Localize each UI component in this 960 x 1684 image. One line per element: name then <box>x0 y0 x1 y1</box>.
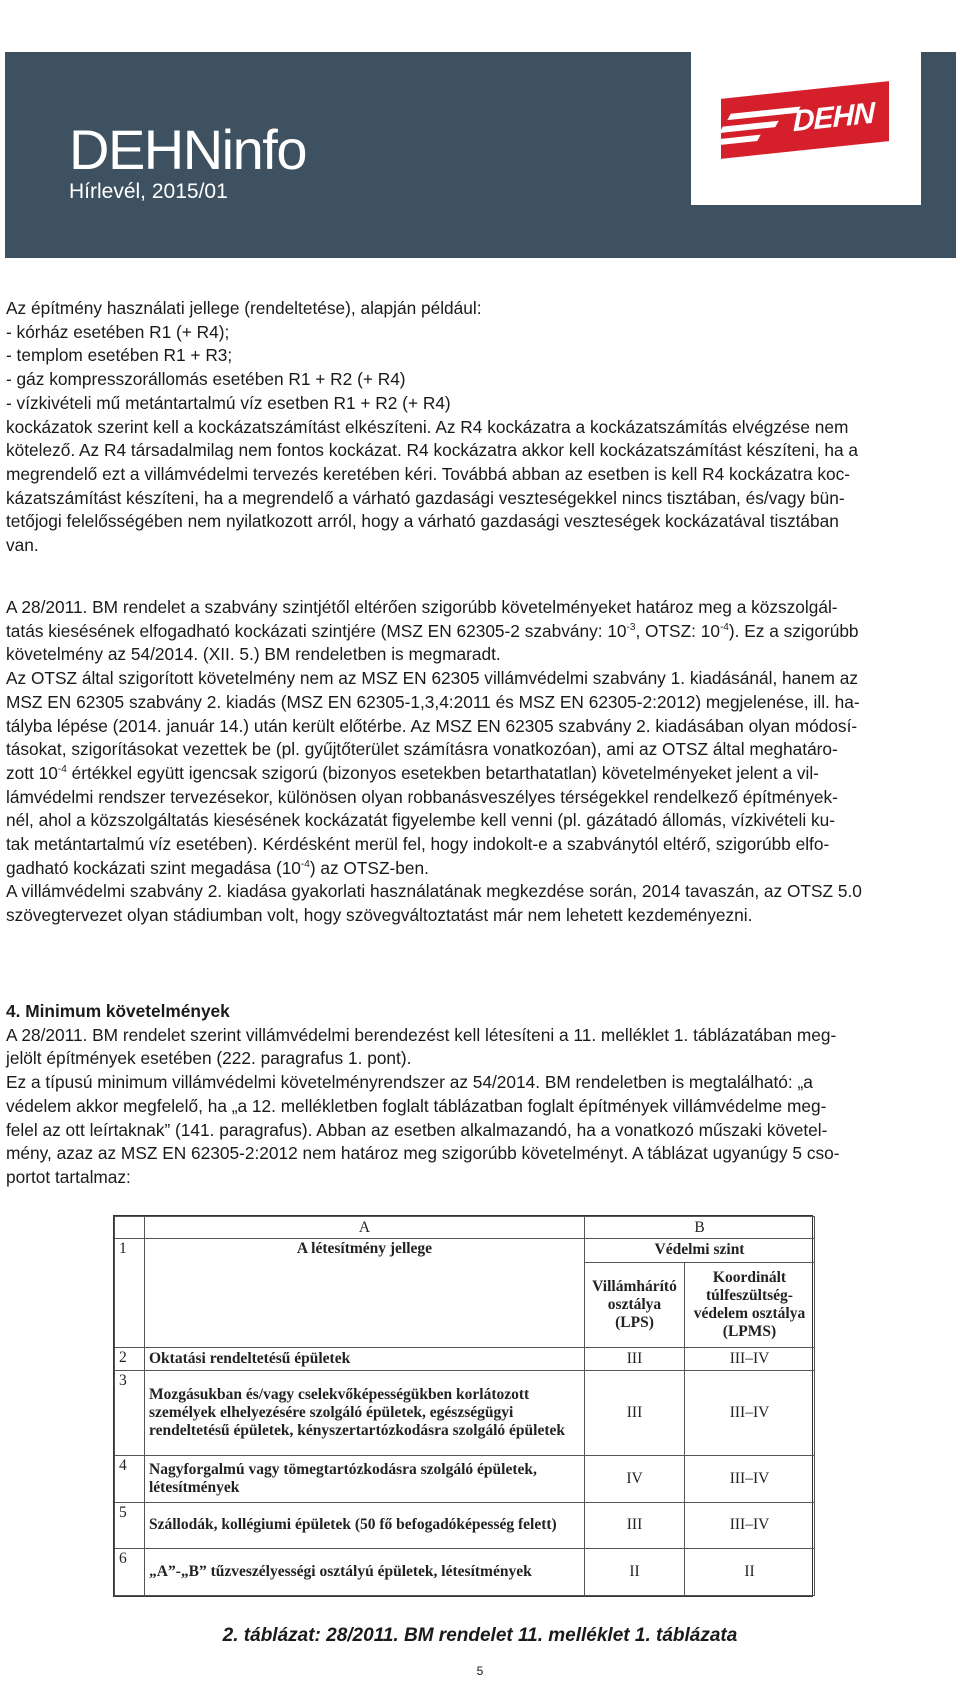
regulation-paragraph <box>6 596 952 928</box>
text-line: lámvédelmi rendszer tervezésekor, különösen olyan robbanásveszélyes térségekkel rendelkező építmények- <box>6 786 838 807</box>
text-line: Az OTSZ által szigorított követelmény nem az MSZ EN 62305 villámvédelmi szabvány 1. kiadásánál, hanem az <box>6 668 858 689</box>
text-line: - gáz kompresszorállomás esetében R1 + R2 (+ R4) <box>6 369 406 390</box>
text-line: A 28/2011. BM rendelet szerint villámvédelmi berendezést kell létesíteni a 11. melléklet 1. táblázatában meg- <box>6 1024 837 1045</box>
logo-tab <box>691 0 921 205</box>
text-line: kockázatok szerint kell a kockázatszámítást elkészíteni. Az R4 kockázatra a kockázatszámítás elvégzése nem <box>6 416 849 437</box>
facility-type-header: A létesítmény jellege <box>145 1239 585 1347</box>
text-line: kötelező. Az R4 társadalmilag nem fontos kockázat. R4 kockázatra akkor kell kockázatszámítást készíteni, ha a <box>6 440 858 461</box>
table-row: 6 „A”-„B” tűzveszélyességi osztályú épületek, létesítmények II II <box>115 1549 815 1596</box>
page-number: 5 <box>476 1664 484 1678</box>
text-line: szövegtervezet olyan stádiumban volt, hogy szövegváltoztatást már nem lehetett kezdeményezni. <box>6 905 753 926</box>
table-row: 2 Oktatási rendeltetésű épületek III III–IV <box>115 1347 815 1370</box>
table-row: 5 Szállodák, kollégiumi épületek (50 fő befogadóképesség felett) III III–IV <box>115 1502 815 1549</box>
text-line: van. <box>6 535 39 556</box>
section-heading: 4. Minimum követelmények <box>6 1001 230 1021</box>
protection-level-table <box>113 1215 813 1597</box>
protection-level-header: Védelmi szint <box>585 1239 815 1262</box>
lps-header: Villámhárító osztálya (LPS) <box>585 1262 685 1347</box>
text-line: A villámvédelmi szabvány 2. kiadása gyakorlati használatának megkezdése során, 2014 tavaszán, az OTSZ 5.0 <box>6 881 862 902</box>
newsletter-issue: Hírlevél, 2015/01 <box>69 180 228 203</box>
text-line: nél, ahol a közszolgáltatás kiesésének kockázatát figyelembe kell venni (pl. gázátadó állomás, vízkivételi ku- <box>6 810 835 831</box>
logo-text: DEHN <box>793 96 875 139</box>
text-line: zott $10^{-4}$ értékkel együtt igencsak szigorú (bizonyos esetekben betarthatatlan) követelményeket jelent a vil- <box>6 762 819 783</box>
text-line: Az építmény használati jellege (rendeltetése), alapján például: <box>6 298 482 318</box>
text-line: tetőjogi felelősségében nem nyilatkozott arról, hogy a várható gazdasági veszteségek kockázatával tisztában <box>6 511 839 532</box>
column-header-a: A <box>145 1217 585 1239</box>
text-line: megrendelő ezt a villámvédelmi tervezés keretében kéri. Továbbá abban az esetben is kell R4 kockázatra koc- <box>6 463 851 484</box>
text-line: - vízkivételi mű metántartalmú víz esetben R1 + R2 (+ R4) <box>6 392 451 413</box>
text-line: - templom esetében R1 + R3; <box>6 345 233 366</box>
text-line: MSZ EN 62305 szabvány 2. kiadás (MSZ EN 62305-1,3,4:2011 és MSZ EN 62305-2:2012) megjelenése, ill. ha- <box>6 691 860 712</box>
lpms-header: Koordinált túlfeszültség-védelem osztálya (LPMS) <box>685 1262 815 1347</box>
intro-paragraph <box>6 297 952 558</box>
text-line: követelmény az 54/2014. (XII. 5.) BM rendeletben is megmaradt. <box>6 644 501 665</box>
text-line: Ez a típusú minimum villámvédelmi követelményrendszer az 54/2014. BM rendeletben is megtalálható: „a <box>6 1072 813 1093</box>
text-line: mény, azaz az MSZ EN 62305-2:2012 nem határoz meg szigorúbb követelményt. A táblázat ugyanúgy 5 cso- <box>6 1143 840 1164</box>
column-header-b: B <box>585 1217 815 1239</box>
text-line: tatás kiesésének elfogadható kockázati szintjére (MSZ EN 62305-2 szabvány: $10^{-3}$, OTSZ: $10^{-4}$). Ez a szigorúbb <box>6 620 859 641</box>
text-line: portot tartalmaz: <box>6 1166 131 1187</box>
table-row: 3 Mozgásukban és/vagy cselekvőképességükben korlátozott személyek elhelyezésére szolgáló épületek, egészségügyi rendeltetésű épületek, kényszertartózkodásra szolgáló épületek III III–IV <box>115 1370 815 1455</box>
text-line: kázatszámítást készíteni, ha a megrendelő a várható gazdasági veszteségekkel nincs tisztában, és/vagy bün- <box>6 487 845 508</box>
newsletter-title: DEHNinfo <box>69 118 306 181</box>
table-caption: 2. táblázat: 28/2011. BM rendelet 11. melléklet 1. táblázata <box>222 1625 738 1646</box>
dehn-logo <box>721 81 889 159</box>
minimum-requirements-section <box>6 1000 952 1190</box>
table-row: 4 Nagyforgalmú vagy tömegtartózkodásra szolgáló épületek, létesítmények IV III–IV <box>115 1455 815 1502</box>
text-line: felel az ott leírtaknak” (141. paragrafus). Abban az esetben alkalmazandó, ha a vonatkozó műszaki követel- <box>6 1119 828 1140</box>
row-number: 1 <box>115 1239 145 1347</box>
text-line: tásokat, szigorításokat vezettek be (pl. gyűjtőterület számításra vonatkozóan), ami az OTSZ által meghatáro- <box>6 739 838 760</box>
text-line: A 28/2011. BM rendelet a szabvány szintjétől eltérően szigorúbb követelményeket határoz meg a közszolgál- <box>6 597 838 617</box>
text-line: gadható kockázati szint megadása $(10^{-4})$ az OTSZ-ben. <box>6 857 429 878</box>
text-line: - kórház esetében R1 (+ R4); <box>6 321 230 342</box>
text-line: tályba lépése (2014. január 14.) után került előtérbe. Az MSZ EN 62305 szabvány 2. kiadásában olyan módosí- <box>6 715 858 736</box>
text-line: tak metántartalmú víz esetében). Kérdésként merül fel, hogy indokolt-e a szabványtól eltérő, szigorúbb elfo- <box>6 834 830 855</box>
text-line: jelölt építmények esetében (222. paragrafus 1. pont). <box>6 1048 412 1069</box>
text-line: védelem akkor megfelelő, ha „a 12. mellékletben foglalt táblázatban foglalt építmények villámvédelme meg- <box>6 1095 827 1116</box>
